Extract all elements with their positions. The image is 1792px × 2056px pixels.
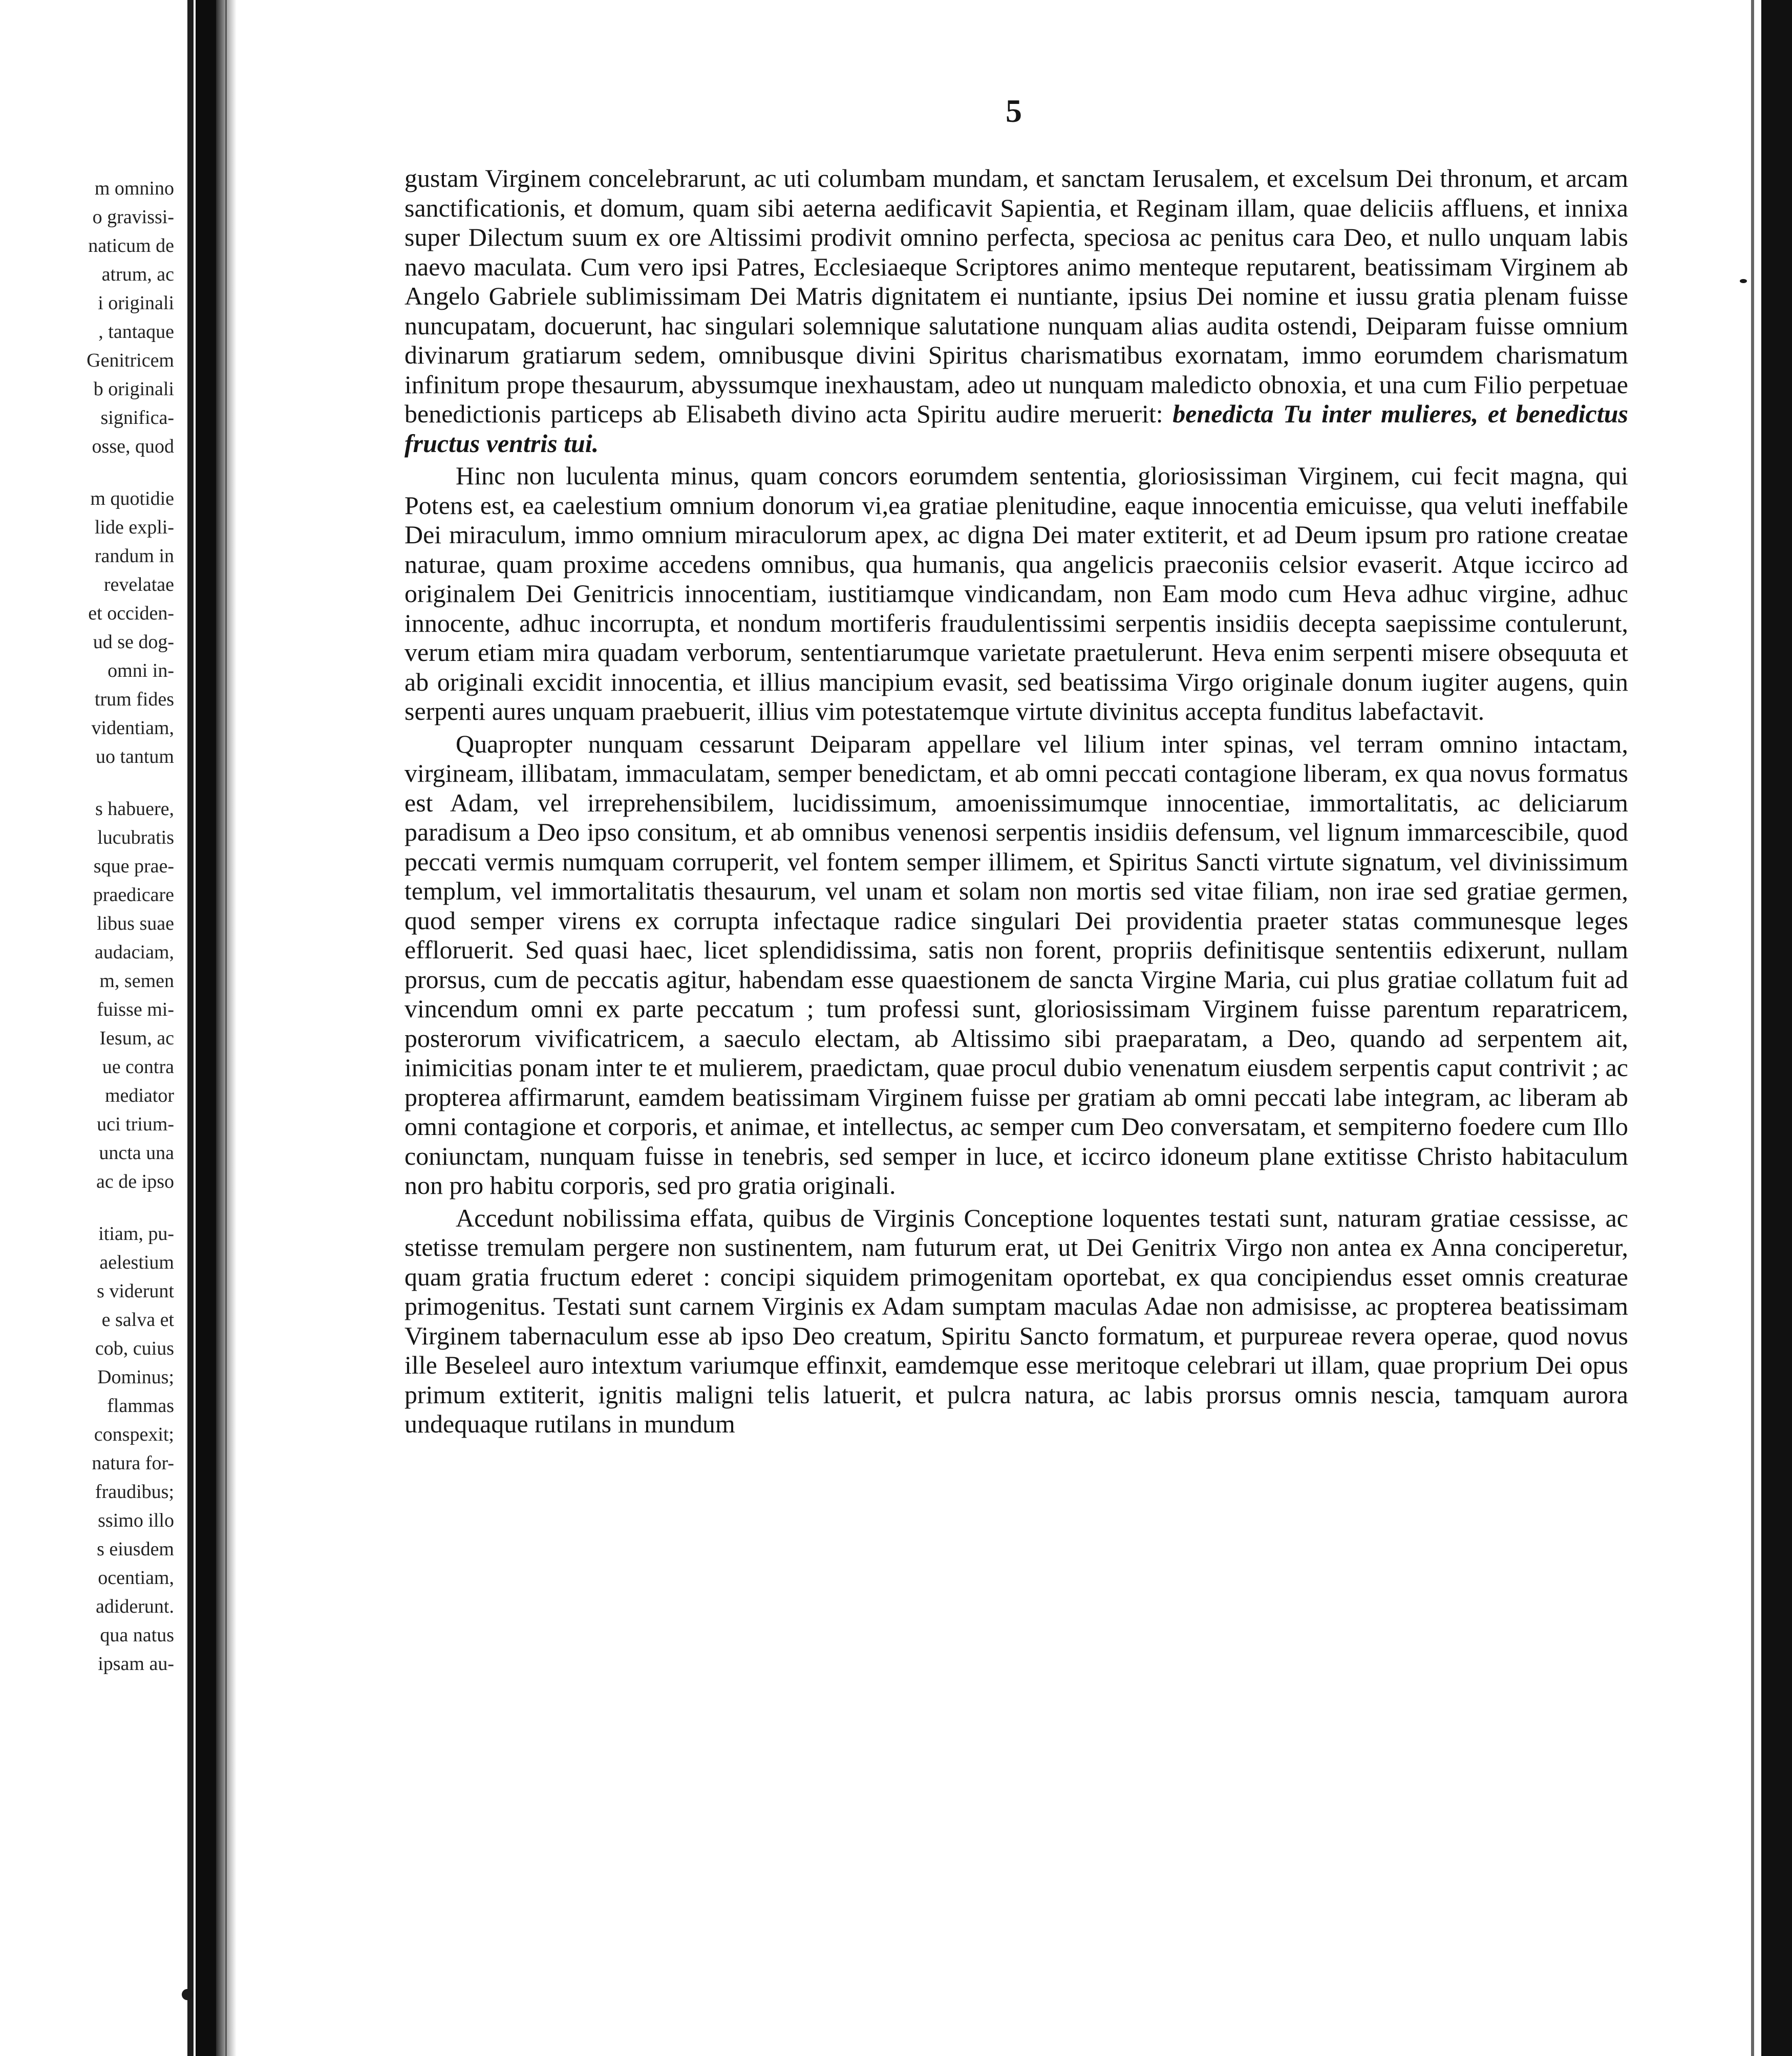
paragraph-1-text: gustam Virginem concelebrarunt, ac uti columbam mundam, et sanctam Ierusalem, et excelsum Dei thronum, et arcam sanctificationis, et domum, quam sibi aeterna aedificavit Sapientia, et Reginam illam, quae deliciis affluens, et innixa super Dilectum suum ex ore Altissimi prodivit omnino perfecta, speciosa ac penitus cara Deo, et nullo unquam labis naevo maculata. Cum vero ipsi Patres, Ecclesiaeque Scriptores animo menteque reputarent, beatissimam Virginem ab Angelo Gabriele sublimissimam Dei Matris dignitatem ei nuntiante, ipsius Dei nomine et iussu gratia plenam fuisse nuncupatam, docuerunt, hac singulari solemnique salutatione nunquam alias audita ostendi, Deiparam fuisse omnium divinarum gratiarum sedem, omnibusque divini Spiritus charismatibus exornatam, immo eorumdem charismatum infinitum prope thesaurum, abyssumque inexhaustam, adeo ut nunquam maledicto obnoxia, et una cum Filio perpetuae benedictionis particeps ab Elisabeth divino acta Spiritu audire meruerit: <box>404 164 1628 428</box>
fragment-line: ac de ipso <box>96 1171 174 1192</box>
scan-right-border <box>1761 0 1792 2056</box>
fragment-line: osse, quod <box>92 436 174 457</box>
fragment-line: b originali <box>93 378 174 400</box>
paragraph-4: Accedunt nobilissima effata, quibus de Virginis Conceptione loquentes testati sunt, naturam gratiae cessisse, ac stetisse tremulam pergere non sustinentem, nam futurum erat, ut Dei Genitrix Virgo non antea ex Anna conciperetur, quam gratia fructum ederet : concipi siquidem primogenitam oportebat, ex qua concipiendus esset omnis creaturae primogenitus. Testati sunt carnem Virginis ex Adam sumptam maculas Adae non admisisse, ac propterea beatissimam Virginem tabernaculum esse ab ipso Deo creatum, Spiritu Sancto formatum, et purpureae revera operae, quod novus ille Beseleel auro intextum variumque effinxit, eamdemque esse meritoque celebrari ut illam, quae proprium Dei opus primum extiterit, ignitis maligni telis latuerit, et pulcra natura, ac labis prorsus omnis nescia, tamquam aurora undequaque rutilans in mundum <box>404 1203 1628 1438</box>
scan-speck <box>1740 279 1747 283</box>
fragment-line: ue contra <box>102 1056 174 1078</box>
fragment-line: lide expli- <box>94 517 174 538</box>
previous-page-text-column <box>0 174 174 1678</box>
previous-page-fragment <box>0 0 184 2056</box>
fragment-line: videntiam, <box>91 717 174 739</box>
fragment-gap <box>0 771 174 795</box>
fragment-gap <box>0 461 174 484</box>
fragment-line: randum in <box>94 545 174 567</box>
binding-edge <box>187 0 194 2056</box>
fragment-line: atrum, ac <box>101 264 174 285</box>
fragment-line: significa- <box>100 407 174 429</box>
scripture-quote: benedicta Tu inter mulieres, et benedictus fructus ventris tui. <box>404 399 1628 458</box>
fragment-line: e salva et <box>101 1309 174 1331</box>
fragment-line: lucubratis <box>97 827 174 848</box>
fragment-line: o gravissi- <box>92 206 174 228</box>
fragment-line: ocentiam, <box>98 1567 174 1589</box>
fragment-line: s habuere, <box>95 798 174 820</box>
fragment-line: m quotidie <box>90 488 174 509</box>
fragment-line: Iesum, ac <box>99 1027 174 1049</box>
fragment-line: Dominus; <box>97 1366 174 1388</box>
fragment-line: adiderunt. <box>95 1596 174 1617</box>
fragment-line: omni in- <box>108 660 174 681</box>
fragment-line: fraudibus; <box>95 1481 174 1503</box>
fragment-line: aelestium <box>99 1252 174 1273</box>
fragment-gap <box>0 1196 174 1219</box>
fragment-line: uci trium- <box>97 1113 174 1135</box>
scan-speck <box>182 1989 193 2000</box>
fragment-line: qua natus <box>100 1624 174 1646</box>
main-text-block <box>404 164 1628 1439</box>
fragment-line: libus suae <box>97 913 174 934</box>
fragment-line: mediator <box>104 1085 174 1106</box>
fragment-line: fuisse mi- <box>97 999 174 1020</box>
fragment-line: uo tantum <box>95 746 174 767</box>
fragment-line: sque prae- <box>93 855 174 877</box>
gutter-shadow <box>196 0 216 2056</box>
fragment-line: praedicare <box>93 884 174 906</box>
fragment-line: natura for- <box>92 1452 174 1474</box>
page-right-edge-line <box>1751 0 1754 2056</box>
paragraph-1 <box>404 164 1628 458</box>
paragraph-3: Quapropter nunquam cessarunt Deiparam appellare vel lilium inter spinas, vel terram omnino intactam, virgineam, illibatam, immaculatam, semper benedictam, et ab omni peccati contagione liberam, ex qua novus formatus est Adam, vel irreprehensibilem, lucidissimum, amoenissimumque innocentiae, immortalitatis, ac deliciarum paradisum a Deo ipso consitum, et ab omnibus venenosi serpentis insidiis defensum, vel lignum immarcescibile, quod peccati vermis numquam corruperit, vel fontem semper illimem, et Spiritus Sancti virtute signatum, vel divinissimum templum, vel immortalitatis thesaurum, vel unam et solam non mortis sed vitae filiam, non irae sed gratiae germen, quod semper virens ex corrupta infectaque radice singulari Dei providentia praeter statas communesque leges effloruerit. Sed quasi haec, licet splendidissima, satis non forent, propriis definitisque sententiis edixerunt, nullam prorsus, cum de peccatis agitur, habendam esse quaestionem de sancta Virgine Maria, cui plus gratiae collatum fuit ad vincendum omni ex parte peccatum ; tum professi sunt, gloriosissimam Virginem fuisse parentum reparatricem, posterorum vivificatricem, a saeculo electam, ab Altissimo sibi praeparatam, a Deo, quando ad serpentem ait, inimicitias ponam inter te et mulierem, praedictam, quae procul dubio venenatum eiusdem serpentis caput contrivit ; ac propterea affirmarunt, eamdem beatissimam Virginem fuisse per gratiam ab omni peccati labe integram, ac liberam ab omni contagione et corporis, et animae, et intellectus, ac semper cum Deo conversatam, et sempiterno foedere cum Illo coniunctam, nunquam fuisse in tenebris, sed semper in luce, et iccirco idoneum plane extitisse Christo habitaculum non pro habitu corporis, sed pro gratia originali. <box>404 729 1628 1200</box>
fragment-line: conspexit; <box>94 1424 174 1445</box>
fragment-line: i originali <box>98 292 174 314</box>
fragment-line: revelatae <box>103 574 174 595</box>
fragment-line: audaciam, <box>94 941 174 963</box>
fragment-line: naticum de <box>88 235 174 256</box>
fragment-line: flammas <box>107 1395 174 1417</box>
fragment-line: ssimo illo <box>98 1510 174 1531</box>
fragment-line: uncta una <box>99 1142 174 1164</box>
fragment-line: , tantaque <box>98 321 174 342</box>
fragment-line: cob, cuius <box>95 1338 174 1359</box>
fragment-line: et occiden- <box>88 603 174 624</box>
fragment-line: ipsam au- <box>98 1653 174 1675</box>
page-number: 5 <box>1006 93 1022 129</box>
fragment-line: m, semen <box>99 970 174 992</box>
fragment-line: trum fides <box>94 689 174 710</box>
fragment-line: Genitricem <box>87 350 174 371</box>
fragment-line: s viderunt <box>97 1280 174 1302</box>
paragraph-2: Hinc non luculenta minus, quam concors eorumdem sententia, gloriosissiman Virginem, cui fecit magna, qui Potens est, ea caelestium omnium donorum vi,ea gratiae plenitudine, eaque innocentia emicuisse, qua veluti ineffabile Dei miraculum, immo omnium miraculorum apex, ac digna Dei mater extiterit, et ad Deum ipsum pro ratione creatae naturae, quam proxime accedens omnibus, qua humanis, qua angelicis praeconiis celsior evaserit. Atque iccirco ad originalem Dei Genitricis innocentiam, iustitiamque vindicandam, non Eam modo cum Heva adhuc virgine, adhuc innocente, adhuc incorrupta, et nondum mortiferis fraudulentissimi serpentis insidiis decepta saepissime contulerunt, verum etiam mira quadam verborum, sententiarumque varietate praetulerunt. Heva enim serpenti misere obsequuta et ab originali excidit innocentia, et illius mancipium evasit, sed beatissima Virgo originale donum iugiter augens, quin serpenti aures unquam praebuerit, illius vim potestatemque virtute divinitus accepta funditus labefactavit. <box>404 461 1628 725</box>
fragment-line: itiam, pu- <box>98 1223 174 1245</box>
fragment-line: m omnino <box>94 178 174 199</box>
fragment-line: s eiusdem <box>97 1538 174 1560</box>
fragment-line: ud se dog- <box>93 631 174 653</box>
